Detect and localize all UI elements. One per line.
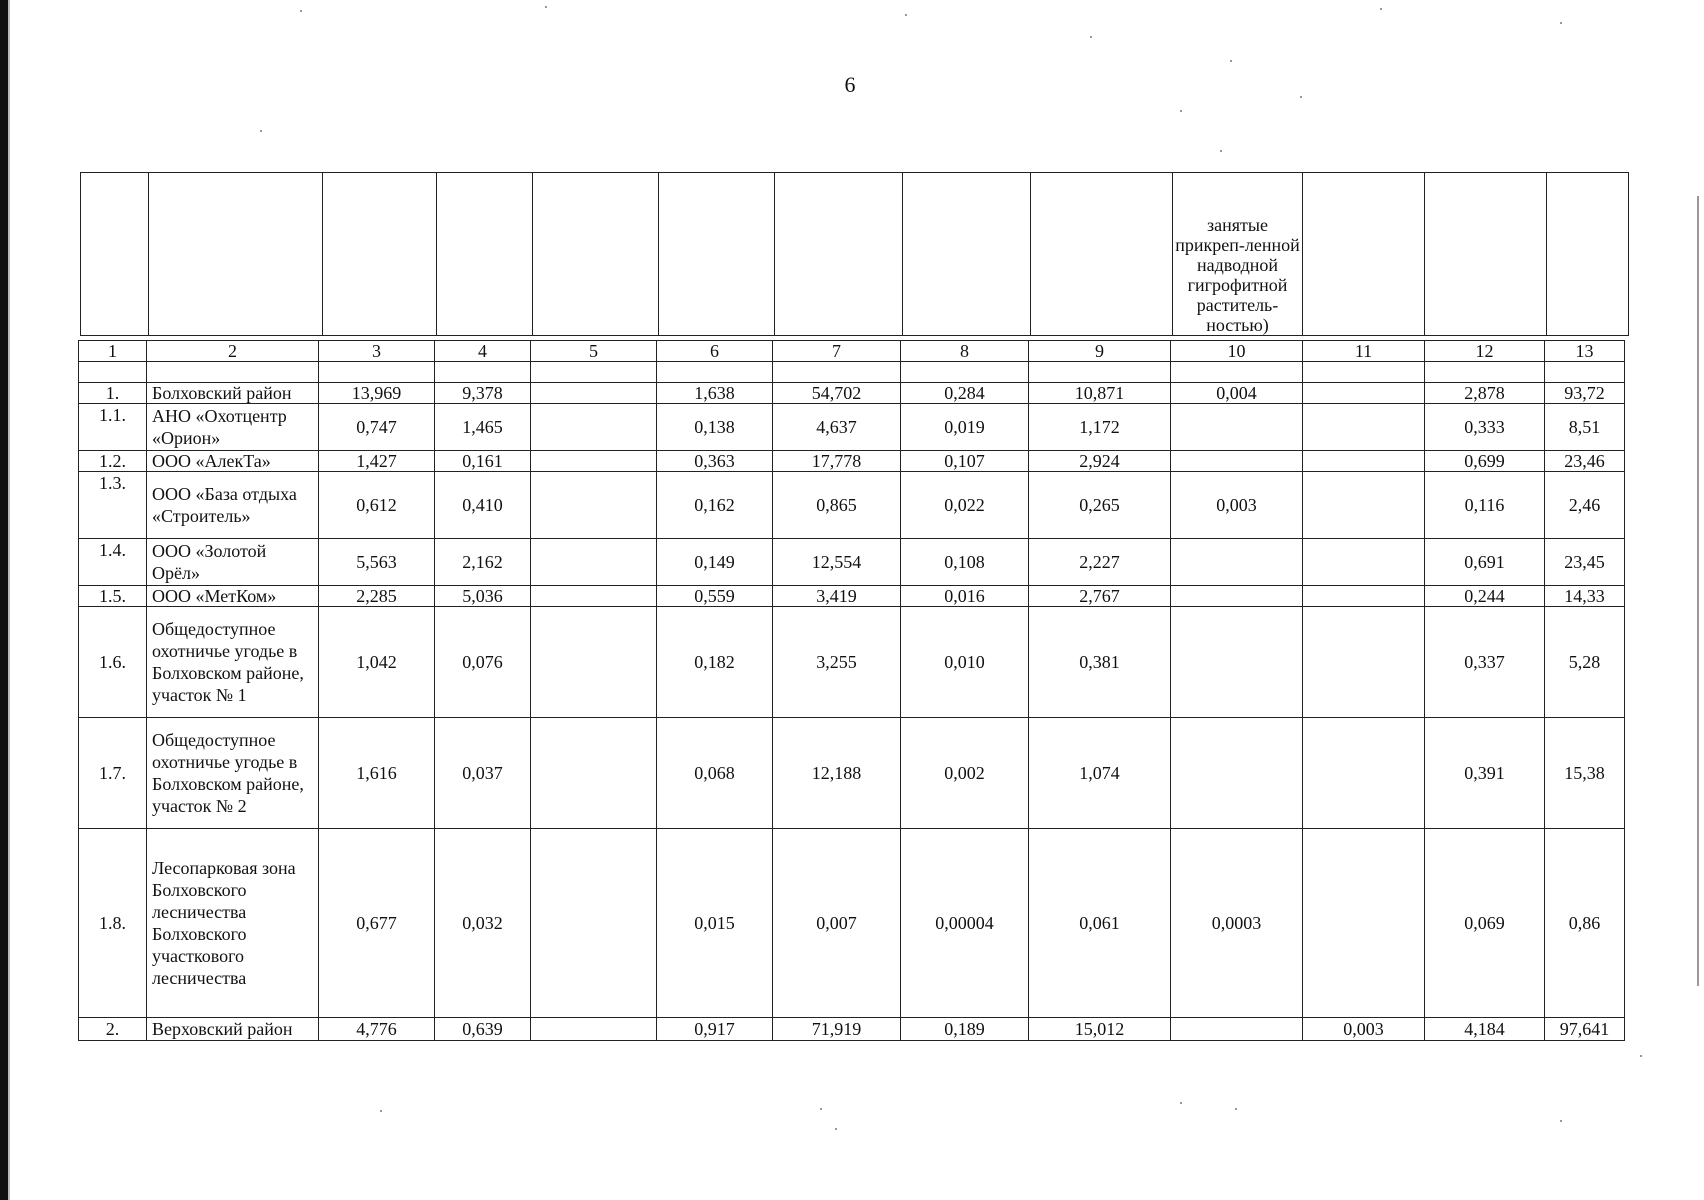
- value-cell-8: 0,022: [901, 472, 1029, 539]
- header-cell-1: [81, 173, 149, 336]
- value-cell-12: 0,333: [1425, 404, 1545, 451]
- value-cell-11: 0,003: [1303, 1018, 1425, 1041]
- value-cell-11: [1303, 718, 1425, 829]
- value-cell-5: [531, 383, 657, 404]
- table-row: [79, 472, 1625, 539]
- value-cell-13: 8,51: [1545, 404, 1625, 451]
- value-cell-5: [531, 404, 657, 451]
- value-cell-9: 1,074: [1029, 718, 1171, 829]
- blank-cell: [1029, 362, 1171, 383]
- value-cell-4: 0,410: [435, 472, 531, 539]
- value-cell-8: 0,108: [901, 539, 1029, 586]
- value-cell-6: 0,559: [657, 586, 773, 607]
- scan-right-edge: [1697, 196, 1699, 986]
- value-cell-10: [1171, 451, 1303, 472]
- row-code-cell: 1.2.: [79, 451, 147, 472]
- blank-cell: [147, 362, 319, 383]
- value-cell-5: [531, 1018, 657, 1041]
- value-cell-7: 71,919: [773, 1018, 901, 1041]
- value-cell-7: 54,702: [773, 383, 901, 404]
- value-cell-8: 0,002: [901, 718, 1029, 829]
- value-cell-5: [531, 586, 657, 607]
- row-code-cell: 1.6.: [79, 607, 147, 718]
- value-cell-12: 0,699: [1425, 451, 1545, 472]
- value-cell-6: 0,138: [657, 404, 773, 451]
- scan-speck: [300, 10, 302, 12]
- scan-speck: [905, 14, 907, 16]
- column-number-cell: 10: [1171, 341, 1303, 362]
- blank-cell: [773, 362, 901, 383]
- value-cell-10: [1171, 539, 1303, 586]
- scan-speck: [1230, 60, 1232, 62]
- value-cell-7: 0,007: [773, 829, 901, 1018]
- value-cell-6: 0,068: [657, 718, 773, 829]
- header-cell-10: занятые прикреп-ленной надводной гигрофитной раститель-ностью): [1173, 173, 1303, 336]
- value-cell-11: [1303, 383, 1425, 404]
- value-cell-5: [531, 451, 657, 472]
- value-cell-13: 15,38: [1545, 718, 1625, 829]
- row-name-cell: Верховский район: [147, 1018, 319, 1041]
- table-header-continuation: [80, 172, 1629, 336]
- value-cell-4: 0,032: [435, 829, 531, 1018]
- value-cell-13: 93,72: [1545, 383, 1625, 404]
- value-cell-6: 0,162: [657, 472, 773, 539]
- value-cell-12: 0,391: [1425, 718, 1545, 829]
- column-number-cell: 7: [773, 341, 901, 362]
- scan-speck: [545, 6, 547, 8]
- blank-cell: [1425, 362, 1545, 383]
- value-cell-5: [531, 539, 657, 586]
- value-cell-10: [1171, 1018, 1303, 1041]
- row-name-cell: Лесопарковая зона Болховского лесничества Болховского участкового лесничества: [147, 829, 319, 1018]
- value-cell-4: 1,465: [435, 404, 531, 451]
- value-cell-3: 5,563: [319, 539, 435, 586]
- column-number-cell: 3: [319, 341, 435, 362]
- table-row: [79, 1018, 1625, 1041]
- value-cell-8: 0,019: [901, 404, 1029, 451]
- value-cell-7: 12,188: [773, 718, 901, 829]
- value-cell-10: [1171, 404, 1303, 451]
- value-cell-11: [1303, 586, 1425, 607]
- row-code-cell: 1.4.: [79, 539, 147, 586]
- row-code-cell: 1.8.: [79, 829, 147, 1018]
- value-cell-3: 4,776: [319, 1018, 435, 1041]
- value-cell-8: 0,010: [901, 607, 1029, 718]
- header-cell-7: [775, 173, 903, 336]
- value-cell-12: 0,069: [1425, 829, 1545, 1018]
- value-cell-3: 1,427: [319, 451, 435, 472]
- column-number-cell: 9: [1029, 341, 1171, 362]
- column-number-cell: 13: [1545, 341, 1625, 362]
- value-cell-13: 97,641: [1545, 1018, 1625, 1041]
- header-cell-2: [149, 173, 323, 336]
- row-name-cell: ООО «МетКом»: [147, 586, 319, 607]
- row-code-cell: 1.1.: [79, 404, 147, 451]
- row-name-cell: ООО «Золотой Орёл»: [147, 539, 319, 586]
- blank-cell: [1171, 362, 1303, 383]
- header-cell-9: [1031, 173, 1173, 336]
- scan-speck: [820, 1108, 822, 1110]
- blank-cell: [657, 362, 773, 383]
- value-cell-4: 0,161: [435, 451, 531, 472]
- value-cell-12: 0,244: [1425, 586, 1545, 607]
- value-cell-10: [1171, 586, 1303, 607]
- value-cell-3: 13,969: [319, 383, 435, 404]
- table-row: [79, 607, 1625, 718]
- row-name-cell: Общедоступное охотничье угодье в Болховском районе, участок № 1: [147, 607, 319, 718]
- value-cell-6: 0,917: [657, 1018, 773, 1041]
- value-cell-13: 23,46: [1545, 451, 1625, 472]
- scan-left-edge: [0, 0, 8, 1200]
- scan-speck: [1560, 22, 1562, 24]
- value-cell-8: 0,189: [901, 1018, 1029, 1041]
- value-cell-9: 0,265: [1029, 472, 1171, 539]
- value-cell-5: [531, 718, 657, 829]
- scan-speck: [380, 1110, 382, 1112]
- page-number: 6: [844, 72, 856, 97]
- row-code-cell: 1.7.: [79, 718, 147, 829]
- value-cell-4: 0,639: [435, 1018, 531, 1041]
- value-cell-6: 0,182: [657, 607, 773, 718]
- column-number-cell: 5: [531, 341, 657, 362]
- row-name-cell: АНО «Охотцентр «Орион»: [147, 404, 319, 451]
- value-cell-7: 4,637: [773, 404, 901, 451]
- value-cell-8: 0,107: [901, 451, 1029, 472]
- value-cell-11: [1303, 404, 1425, 451]
- header-cell-13: [1547, 173, 1629, 336]
- header-cell-6: [659, 173, 775, 336]
- value-cell-9: 1,172: [1029, 404, 1171, 451]
- value-cell-9: 15,012: [1029, 1018, 1171, 1041]
- value-cell-12: 0,691: [1425, 539, 1545, 586]
- value-cell-4: 2,162: [435, 539, 531, 586]
- value-cell-13: 14,33: [1545, 586, 1625, 607]
- column-number-cell: 8: [901, 341, 1029, 362]
- value-cell-3: 0,747: [319, 404, 435, 451]
- table-row: [79, 451, 1625, 472]
- value-cell-13: 5,28: [1545, 607, 1625, 718]
- column-number-cell: 1: [79, 341, 147, 362]
- blank-cell: [1303, 362, 1425, 383]
- value-cell-11: [1303, 829, 1425, 1018]
- row-code-cell: 2.: [79, 1018, 147, 1041]
- value-cell-4: 0,037: [435, 718, 531, 829]
- value-cell-7: 3,419: [773, 586, 901, 607]
- row-code-cell: 1.5.: [79, 586, 147, 607]
- value-cell-8: 0,00004: [901, 829, 1029, 1018]
- column-number-row: [79, 341, 1625, 362]
- table-row: [79, 383, 1625, 404]
- value-cell-10: 0,004: [1171, 383, 1303, 404]
- value-cell-4: 5,036: [435, 586, 531, 607]
- value-cell-11: [1303, 472, 1425, 539]
- header-row: [81, 173, 1629, 336]
- value-cell-5: [531, 607, 657, 718]
- value-cell-3: 1,616: [319, 718, 435, 829]
- scan-speck: [1235, 1108, 1237, 1110]
- scan-speck: [1220, 150, 1222, 152]
- value-cell-7: 12,554: [773, 539, 901, 586]
- value-cell-5: [531, 472, 657, 539]
- value-cell-12: 0,116: [1425, 472, 1545, 539]
- blank-cell: [1545, 362, 1625, 383]
- value-cell-6: 0,363: [657, 451, 773, 472]
- scan-speck: [1640, 1055, 1642, 1057]
- data-table: [78, 340, 1625, 1041]
- value-cell-13: 0,86: [1545, 829, 1625, 1018]
- value-cell-11: [1303, 451, 1425, 472]
- value-cell-6: 0,149: [657, 539, 773, 586]
- column-number-cell: 4: [435, 341, 531, 362]
- value-cell-9: 2,924: [1029, 451, 1171, 472]
- value-cell-3: 1,042: [319, 607, 435, 718]
- scan-speck: [1560, 1120, 1562, 1122]
- blank-cell: [319, 362, 435, 383]
- value-cell-11: [1303, 539, 1425, 586]
- value-cell-9: 2,767: [1029, 586, 1171, 607]
- value-cell-6: 0,015: [657, 829, 773, 1018]
- scan-speck: [260, 130, 262, 132]
- header-cell-4: [437, 173, 533, 336]
- value-cell-6: 1,638: [657, 383, 773, 404]
- header-cell-12: [1425, 173, 1547, 336]
- row-name-cell: ООО «АлекТа»: [147, 451, 319, 472]
- column-number-cell: 6: [657, 341, 773, 362]
- column-number-cell: 11: [1303, 341, 1425, 362]
- value-cell-8: 0,016: [901, 586, 1029, 607]
- value-cell-9: 0,061: [1029, 829, 1171, 1018]
- blank-cell: [79, 362, 147, 383]
- value-cell-11: [1303, 607, 1425, 718]
- value-cell-10: 0,0003: [1171, 829, 1303, 1018]
- blank-cell: [531, 362, 657, 383]
- blank-cell: [901, 362, 1029, 383]
- value-cell-9: 2,227: [1029, 539, 1171, 586]
- value-cell-10: [1171, 607, 1303, 718]
- blank-cell: [435, 362, 531, 383]
- table-row: [79, 718, 1625, 829]
- column-number-cell: 2: [147, 341, 319, 362]
- value-cell-5: [531, 829, 657, 1018]
- value-cell-3: 0,677: [319, 829, 435, 1018]
- row-name-cell: Болховский район: [147, 383, 319, 404]
- value-cell-4: 0,076: [435, 607, 531, 718]
- value-cell-10: 0,003: [1171, 472, 1303, 539]
- value-cell-12: 4,184: [1425, 1018, 1545, 1041]
- scan-speck: [1090, 36, 1092, 38]
- value-cell-10: [1171, 718, 1303, 829]
- value-cell-9: 0,381: [1029, 607, 1171, 718]
- header-cell-8: [903, 173, 1031, 336]
- header-cell-5: [533, 173, 659, 336]
- value-cell-7: 0,865: [773, 472, 901, 539]
- value-cell-13: 23,45: [1545, 539, 1625, 586]
- table-row: [79, 539, 1625, 586]
- value-cell-3: 2,285: [319, 586, 435, 607]
- table-row: [79, 586, 1625, 607]
- blank-row: [79, 362, 1625, 383]
- value-cell-8: 0,284: [901, 383, 1029, 404]
- row-name-cell: ООО «База отдыха «Строитель»: [147, 472, 319, 539]
- table-row: [79, 829, 1625, 1018]
- value-cell-3: 0,612: [319, 472, 435, 539]
- table-row: [79, 404, 1625, 451]
- value-cell-12: 0,337: [1425, 607, 1545, 718]
- scan-speck: [835, 1128, 837, 1130]
- value-cell-7: 17,778: [773, 451, 901, 472]
- value-cell-7: 3,255: [773, 607, 901, 718]
- scan-speck: [1180, 110, 1182, 112]
- value-cell-9: 10,871: [1029, 383, 1171, 404]
- value-cell-12: 2,878: [1425, 383, 1545, 404]
- row-name-cell: Общедоступное охотничье угодье в Болховском районе, участок № 2: [147, 718, 319, 829]
- scan-speck: [1300, 96, 1302, 98]
- row-code-cell: 1.3.: [79, 472, 147, 539]
- column-number-cell: 12: [1425, 341, 1545, 362]
- value-cell-4: 9,378: [435, 383, 531, 404]
- scan-speck: [1180, 1102, 1182, 1104]
- scan-left-edge-shadow: [8, 0, 10, 1200]
- scan-speck: [1380, 8, 1382, 10]
- row-code-cell: 1.: [79, 383, 147, 404]
- header-cell-11: [1303, 173, 1425, 336]
- value-cell-13: 2,46: [1545, 472, 1625, 539]
- header-cell-3: [323, 173, 437, 336]
